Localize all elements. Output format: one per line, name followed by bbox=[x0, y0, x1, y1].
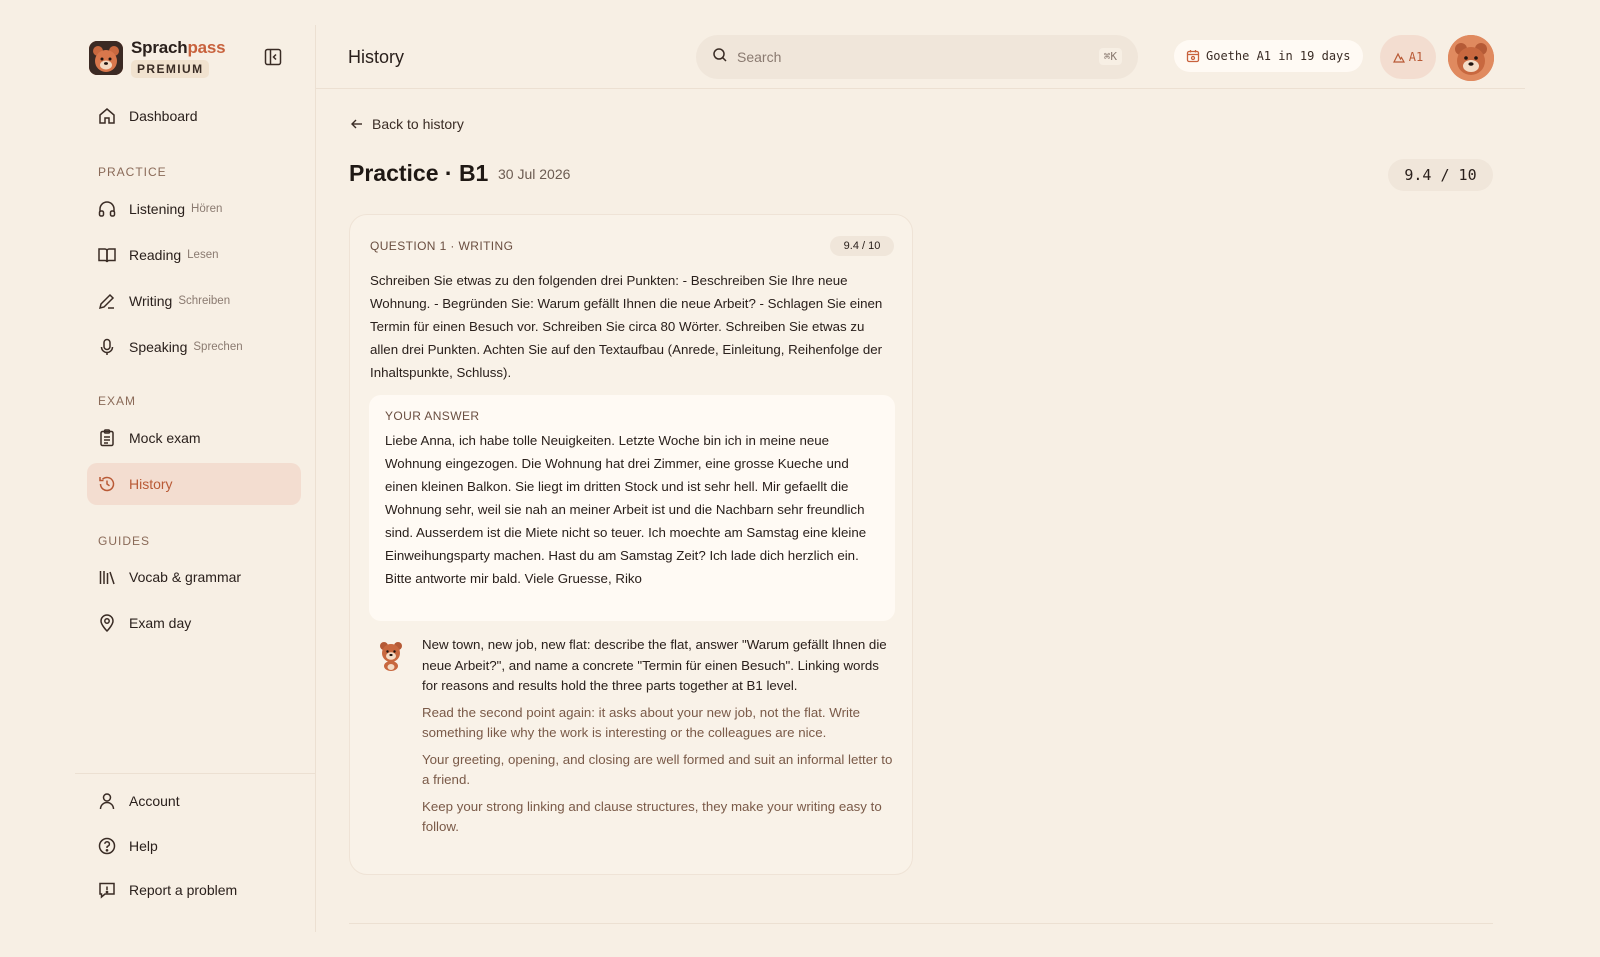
question-label: QUESTION 1 · WRITING bbox=[370, 239, 514, 253]
sidebar-item-label: Listening bbox=[129, 201, 186, 217]
sidebar-item-label: Reading bbox=[129, 247, 182, 263]
microphone-icon bbox=[97, 337, 117, 357]
content-divider bbox=[349, 923, 1493, 924]
feedback-tip: Keep your strong linking and clause structures, they make your writing easy to follow. bbox=[422, 798, 882, 834]
level-text: A1 bbox=[1408, 50, 1424, 64]
answer-label: YOUR ANSWER bbox=[385, 409, 480, 423]
calendar-icon bbox=[1186, 49, 1200, 63]
map-pin-icon bbox=[97, 613, 117, 633]
book-open-icon bbox=[97, 245, 117, 265]
brand[interactable] bbox=[89, 38, 225, 78]
search-shortcut: ⌘K bbox=[1099, 48, 1122, 65]
back-to-history-link[interactable] bbox=[350, 116, 464, 132]
history-icon bbox=[97, 474, 117, 494]
sidebar-item-label: Speaking bbox=[129, 339, 188, 355]
sidebar-divider bbox=[75, 773, 316, 774]
answer-text: Liebe Anna, ich habe tolle Neuigkeiten. Letzte Woche bin ich in meine neue Wohnung eingezogen. Die Wohnung hat drei Zimmer, eine grosse Kueche und einen kleinen Balkon. Sie liegt im dritten Stock und ist sehr hell. Mir gefaellt die Wohnung sehr, weil sie nah an meiner Arbeit ist und die Nachbarn sehr freundlich sind. Ausserdem ist die Miete nicht so teuer. Ich moechte am Samstag eine kleine Einweihungsparty machen. Hast du am Samstag Zeit? Ich lade dich herzlich ein. Bitte antworte mir bald. Viele Gruesse, Riko bbox=[385, 433, 867, 586]
section-label-exam: EXAM bbox=[98, 394, 137, 408]
section-label-guides: GUIDES bbox=[98, 534, 151, 548]
sidebar-item-vocab-grammar[interactable] bbox=[87, 556, 301, 598]
sidebar bbox=[75, 25, 316, 932]
sidebar-item-dashboard[interactable] bbox=[87, 95, 301, 137]
brand-name: Sprachpass bbox=[131, 38, 226, 57]
back-link-text: Back to history bbox=[372, 116, 464, 132]
practice-date: 30 Jul 2026 bbox=[498, 166, 571, 182]
sidebar-item-sublabel: Lesen bbox=[187, 249, 219, 261]
practice-title: Practice · B1 bbox=[349, 160, 489, 186]
sidebar-item-label: Report a problem bbox=[129, 882, 238, 898]
sidebar-item-label: Vocab & grammar bbox=[129, 569, 242, 585]
sidebar-item-label: History bbox=[129, 476, 173, 492]
sidebar-item-speaking[interactable] bbox=[87, 326, 301, 368]
sidebar-item-exam-day[interactable] bbox=[87, 602, 301, 644]
sidebar-item-label: Help bbox=[129, 838, 158, 854]
feedback-summary: New town, new job, new flat: describe the flat, answer "Warum gefällt Ihnen die neue Arbeit?", and name a concrete "Termin für einen Besuch". Linking words for reasons and results hold the three parts together at B1 level. bbox=[422, 637, 887, 693]
search-icon bbox=[712, 47, 728, 68]
sidebar-item-label: Mock exam bbox=[129, 430, 201, 446]
sidebar-item-sublabel: Sprechen bbox=[193, 341, 243, 353]
sidebar-item-label: Exam day bbox=[129, 615, 192, 631]
user-icon bbox=[97, 791, 117, 811]
bear-mascot-icon bbox=[376, 639, 406, 671]
premium-badge: PREMIUM bbox=[131, 60, 209, 78]
sidebar-item-mock-exam[interactable] bbox=[87, 417, 301, 459]
question-card bbox=[349, 214, 913, 875]
mountain-icon bbox=[1393, 51, 1405, 63]
question-score-badge: 9.4 / 10 bbox=[830, 236, 894, 256]
sidebar-item-label: Writing bbox=[129, 293, 173, 309]
sidebar-item-listening[interactable] bbox=[87, 188, 301, 230]
clipboard-icon bbox=[97, 428, 117, 448]
report-icon bbox=[97, 880, 117, 900]
sidebar-item-sublabel: Hören bbox=[191, 203, 223, 215]
page-title: History bbox=[348, 47, 405, 67]
search-placeholder: Search bbox=[737, 49, 782, 65]
answer-box bbox=[369, 395, 895, 621]
arrow-left-icon bbox=[350, 117, 364, 131]
sidebar-item-help[interactable] bbox=[87, 825, 301, 867]
section-label-practice: PRACTICE bbox=[98, 165, 167, 179]
sidebar-item-account[interactable] bbox=[87, 780, 301, 822]
exam-countdown-text: Goethe A1 in 19 days bbox=[1206, 49, 1351, 63]
top-bar bbox=[316, 25, 1525, 89]
feedback-tip: Your greeting, opening, and closing are well formed and suit an informal letter to a friend. bbox=[422, 751, 893, 787]
total-score-badge: 9.4 / 10 bbox=[1388, 159, 1493, 191]
avatar[interactable] bbox=[1448, 35, 1494, 81]
home-icon bbox=[97, 106, 117, 126]
level-pill[interactable] bbox=[1380, 35, 1436, 79]
exam-countdown-pill[interactable] bbox=[1174, 40, 1363, 72]
help-circle-icon bbox=[97, 836, 117, 856]
headphones-icon bbox=[97, 199, 117, 219]
sidebar-item-history[interactable] bbox=[87, 463, 301, 505]
pen-icon bbox=[97, 291, 117, 311]
question-prompt: Schreiben Sie etwas zu den folgenden drei Punkten: - Beschreiben Sie Ihre neue Wohnung. - Begründen Sie: Warum gefällt Ihnen die neue Arbeit? - Schlagen Sie einen Termin für einen Besuch vor. Schreiben Sie circa 80 Wörter. Schreiben Sie etwas zu allen drei Punkten. Achten Sie auf den Textaufbau (Anrede, Einleitung, Reihenfolge der Inhaltspunkte, Schluss). bbox=[370, 273, 883, 380]
library-icon bbox=[97, 567, 117, 587]
sidebar-item-label: Account bbox=[129, 793, 180, 809]
feedback-tip: Read the second point again: it asks about your new job, not the flat. Write something like why the work is interesting or the colleagues are nice. bbox=[422, 704, 861, 740]
sidebar-item-writing[interactable] bbox=[87, 280, 301, 322]
collapse-sidebar-icon[interactable] bbox=[263, 47, 283, 67]
search-input[interactable] bbox=[696, 35, 1138, 79]
sidebar-item-sublabel: Schreiben bbox=[178, 295, 231, 307]
sidebar-item-label: Dashboard bbox=[129, 108, 198, 124]
bear-logo-icon bbox=[89, 41, 123, 75]
feedback bbox=[422, 635, 894, 844]
sidebar-item-reading[interactable] bbox=[87, 234, 301, 276]
sidebar-item-report-problem[interactable] bbox=[87, 869, 301, 911]
